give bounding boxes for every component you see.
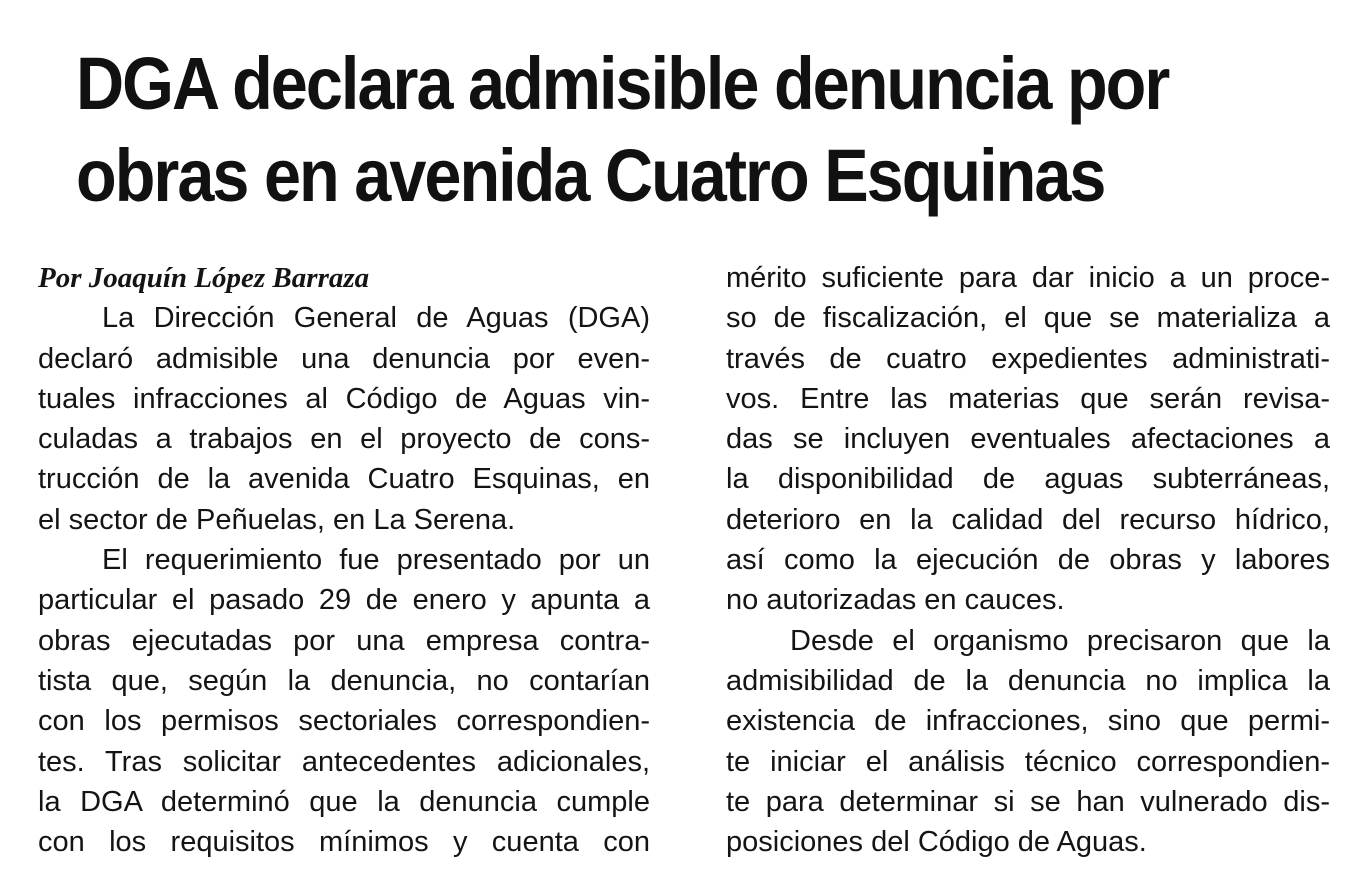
body-text-line: obras ejecutadas por una empresa contra- bbox=[38, 624, 650, 657]
body-text-line: tuales infracciones al Código de Aguas vin- bbox=[38, 382, 650, 415]
right-column-body bbox=[726, 258, 1330, 862]
body-text-line: El requerimiento fue presentado por un bbox=[102, 544, 650, 577]
body-text-line: tista que, según la denuncia, no contarían bbox=[38, 664, 650, 697]
headline-line-2: obras en avenida Cuatro Esquinas bbox=[76, 134, 1105, 217]
body-text-line: existencia de infracciones, sino que permi- bbox=[726, 705, 1330, 738]
right-column bbox=[726, 258, 1330, 862]
body-text-line: la DGA determinó que la denuncia cumple bbox=[38, 785, 650, 818]
body-text-line: deterioro en la calidad del recurso hídrico, bbox=[726, 503, 1330, 536]
body-text-line: culadas a trabajos en el proyecto de cons- bbox=[38, 423, 650, 456]
body-text-line: el sector de Peñuelas, en La Serena. bbox=[38, 503, 516, 536]
body-text-line: no autorizadas en cauces. bbox=[726, 584, 1065, 617]
body-text-line: te para determinar si se han vulnerado dis- bbox=[726, 785, 1330, 818]
body-text-line: te iniciar el análisis técnico correspondien- bbox=[726, 745, 1330, 778]
headline-line-1: DGA declara admisible denuncia por bbox=[76, 42, 1169, 125]
body-text-line: mérito suficiente para dar inicio a un proce- bbox=[726, 262, 1330, 294]
body-text-line: particular el pasado 29 de enero y apunta a bbox=[38, 584, 650, 617]
body-text-line: trucción de la avenida Cuatro Esquinas, en bbox=[38, 463, 650, 496]
body-text-line: das se incluyen eventuales afectaciones a bbox=[726, 423, 1330, 456]
body-text-line: tes. Tras solicitar antecedentes adicionales, bbox=[38, 745, 650, 778]
body-text-line: través de cuatro expedientes administrati- bbox=[726, 342, 1330, 375]
body-text-line: so de fiscalización, el que se materializa a bbox=[726, 302, 1330, 335]
body-text-line: declaró admisible una denuncia por even- bbox=[38, 342, 650, 375]
body-text-line: posiciones del Código de Aguas. bbox=[726, 826, 1147, 859]
body-text-line: Desde el organismo precisaron que la bbox=[790, 624, 1330, 657]
headline bbox=[76, 38, 1192, 222]
left-column bbox=[38, 258, 650, 862]
body-text-line: la disponibilidad de aguas subterráneas, bbox=[726, 463, 1330, 496]
body-text-line: así como la ejecución de obras y labores bbox=[726, 544, 1330, 577]
body-text-line: La Dirección General de Aguas (DGA) bbox=[102, 302, 650, 335]
left-column-body bbox=[38, 298, 650, 862]
body-text-line: admisibilidad de la denuncia no implica la bbox=[726, 664, 1330, 697]
byline: Por Joaquín López Barraza bbox=[38, 262, 370, 294]
body-text-line: con los permisos sectoriales correspondien- bbox=[38, 705, 650, 738]
body-text-line: con los requisitos mínimos y cuenta con bbox=[38, 826, 650, 859]
body-text-line: vos. Entre las materias que serán revisa- bbox=[726, 382, 1330, 415]
